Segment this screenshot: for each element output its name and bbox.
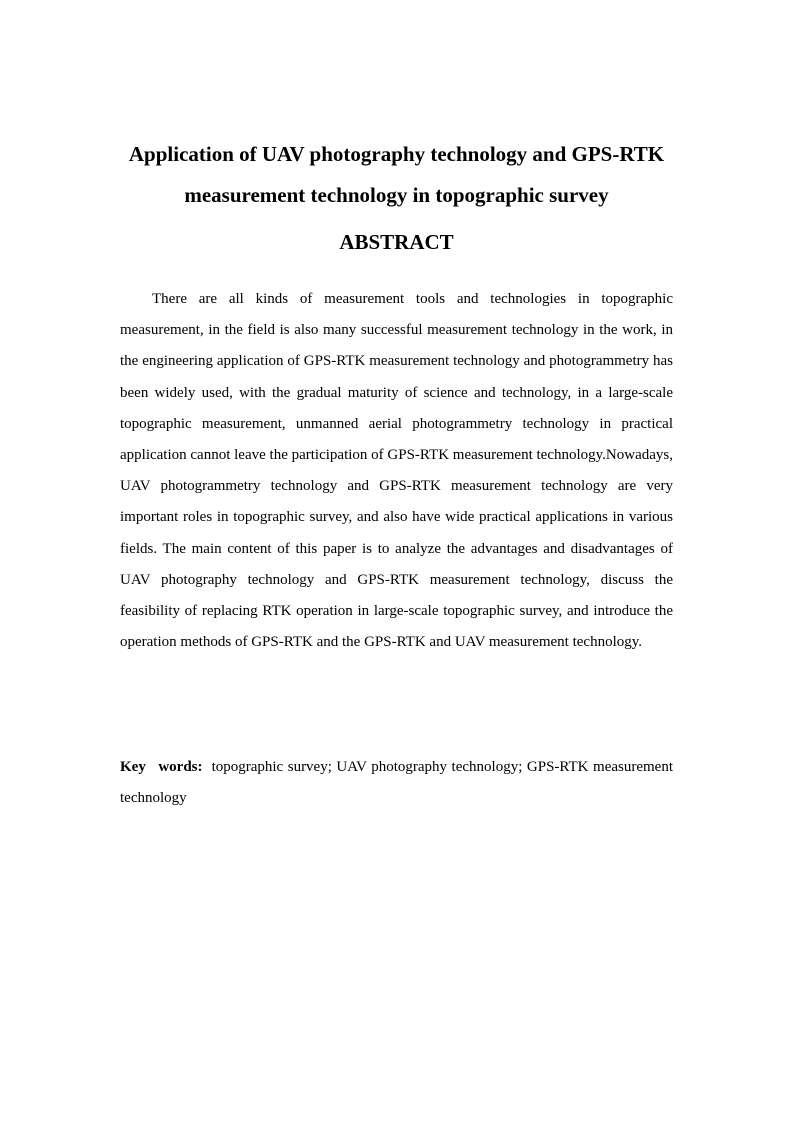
- abstract-heading: ABSTRACT: [339, 230, 454, 254]
- keywords-text: topographic survey; UAV photography technology; GPS-RTK measurement technology: [120, 759, 673, 807]
- keywords-label: Key words:: [120, 759, 203, 775]
- paper-title-line-1: Application of UAV photography technology and GPS-RTK: [128, 142, 665, 166]
- paper-title: [100, 134, 693, 216]
- keywords: [120, 752, 673, 814]
- abstract-paragraph: There are all kinds of measurement tools and technologies in topographic measurement, in the field is also many successful measurement technology in the work, in the engineering application of GPS-RTK measurement technology and photogrammetry has been widely used, with the gradual maturity of science and technology, in a large-scale topographic measurement, unmanned aerial photogrammetry technology in practical application cannot leave the participation of GPS-RTK measurement technology.Nowadays, UAV photogrammetry technology and GPS-RTK measurement technology are very important roles in topographic survey, and also have wide practical applications in various fields. The main content of this paper is to analyze the advantages and disadvantages of UAV photography technology and GPS-RTK measurement technology, discuss the feasibility of replacing RTK operation in large-scale topographic survey, and introduce the operation methods of GPS-RTK and the GPS-RTK and UAV measurement technology.: [120, 291, 673, 651]
- paper-title-line-2: measurement technology in topographic survey: [184, 183, 609, 207]
